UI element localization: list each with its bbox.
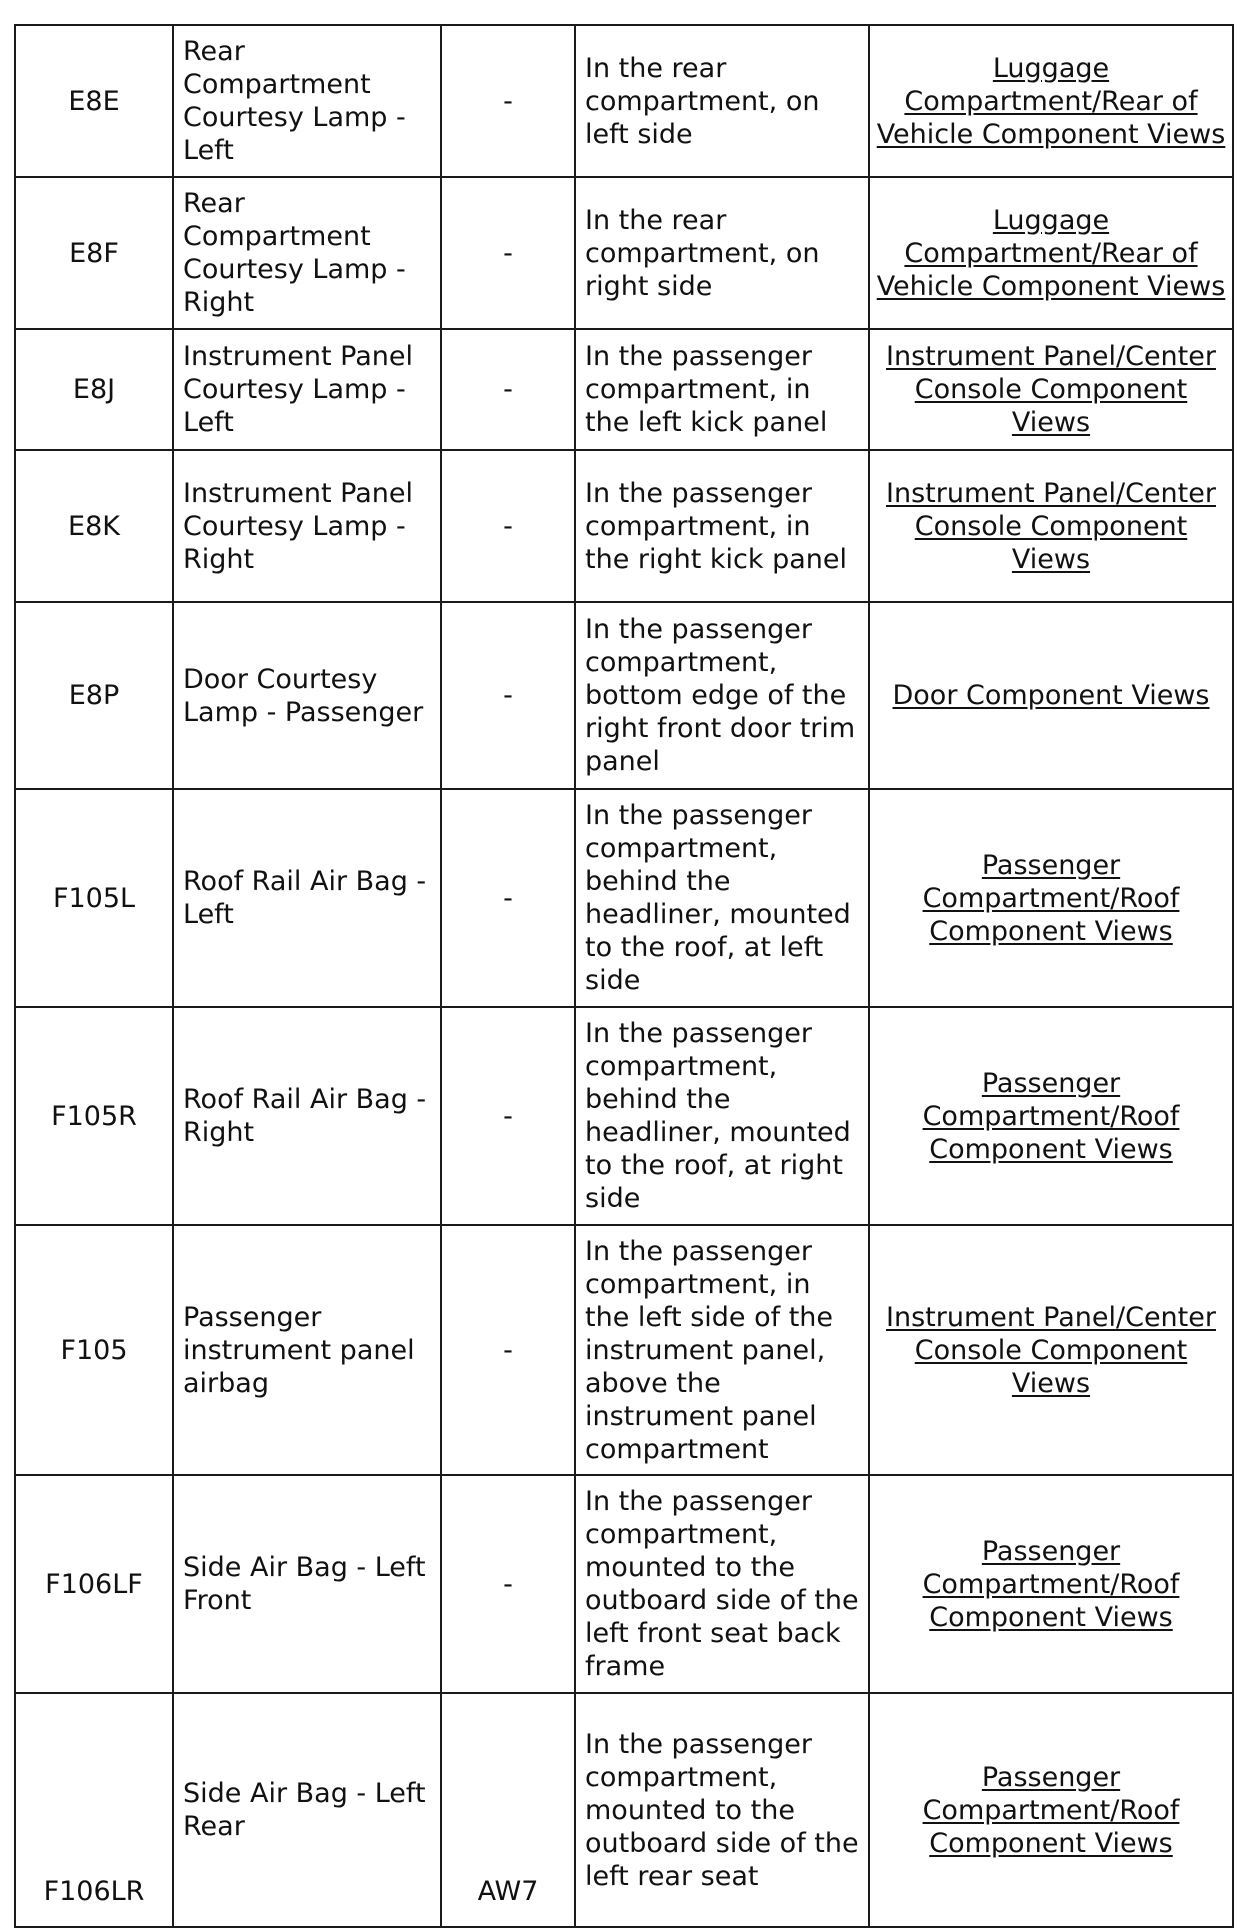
component-name: Side Air Bag - Left Front	[173, 1475, 441, 1693]
table-row	[15, 450, 1233, 602]
component-name: Instrument Panel Courtesy Lamp - Left	[173, 329, 441, 450]
component-views-cell	[869, 329, 1233, 450]
table-row	[15, 329, 1233, 450]
component-name: Passenger instrument panel airbag	[173, 1225, 441, 1475]
table-row	[15, 177, 1233, 329]
component-location: In the passenger compartment, mounted to the outboard side of the left rear seat	[575, 1693, 869, 1927]
component-location-code: -	[441, 329, 575, 450]
component-views-link[interactable]: Passenger Compartment/Roof Component Views	[922, 1535, 1180, 1633]
component-location: In the rear compartment, on right side	[575, 177, 869, 329]
component-location: In the passenger compartment, mounted to the outboard side of the left front seat back frame	[575, 1475, 869, 1693]
component-views-cell	[869, 1475, 1233, 1693]
component-location-code: -	[441, 1475, 575, 1693]
component-id: F106LF	[15, 1475, 173, 1693]
component-locator-table	[14, 24, 1234, 1928]
component-views-cell	[869, 450, 1233, 602]
component-id: F105L	[15, 789, 173, 1007]
table-row	[15, 1225, 1233, 1475]
table-row	[15, 1693, 1233, 1927]
table-row	[15, 789, 1233, 1007]
component-id: E8K	[15, 450, 173, 602]
component-name: Instrument Panel Courtesy Lamp - Right	[173, 450, 441, 602]
component-location: In the passenger compartment, in the right kick panel	[575, 450, 869, 602]
component-views-link[interactable]: Instrument Panel/Center Console Component Views	[886, 341, 1216, 438]
component-name: Roof Rail Air Bag - Right	[173, 1007, 441, 1225]
component-name: Rear Compartment Courtesy Lamp - Left	[173, 25, 441, 177]
component-id: E8P	[15, 602, 173, 789]
component-location-code: -	[441, 1007, 575, 1225]
component-location: In the passenger compartment, behind the headliner, mounted to the roof, at left side	[575, 789, 869, 1007]
component-views-link[interactable]: Door Component Views	[892, 680, 1210, 711]
component-views-link[interactable]: Instrument Panel/Center Console Component Views	[886, 1301, 1216, 1399]
component-views-cell	[869, 177, 1233, 329]
component-views-cell	[869, 602, 1233, 789]
table-row	[15, 25, 1233, 177]
component-views-cell	[869, 1225, 1233, 1475]
table-row	[15, 1475, 1233, 1693]
component-location: In the passenger compartment, in the left side of the instrument panel, above the instrument panel compartment	[575, 1225, 869, 1475]
component-location-code: -	[441, 177, 575, 329]
component-views-link[interactable]: Passenger Compartment/Roof Component Views	[922, 1761, 1180, 1859]
component-id: F105	[15, 1225, 173, 1475]
component-id: E8J	[15, 329, 173, 450]
component-views-link[interactable]: Passenger Compartment/Roof Component Views	[922, 1067, 1180, 1165]
component-views-cell	[869, 1007, 1233, 1225]
component-location-code: -	[441, 25, 575, 177]
component-location: In the passenger compartment, behind the headliner, mounted to the roof, at right side	[575, 1007, 869, 1225]
component-name: Rear Compartment Courtesy Lamp - Right	[173, 177, 441, 329]
component-id: E8E	[15, 25, 173, 177]
component-id: E8F	[15, 177, 173, 329]
component-views-cell	[869, 25, 1233, 177]
component-location: In the passenger compartment, in the left kick panel	[575, 329, 869, 450]
component-location-code: -	[441, 789, 575, 1007]
component-location-code: -	[441, 450, 575, 602]
table-row	[15, 602, 1233, 789]
component-location-code: -	[441, 602, 575, 789]
component-views-link[interactable]: Instrument Panel/Center Console Component Views	[886, 477, 1216, 575]
component-id: F105R	[15, 1007, 173, 1225]
component-id: F106LR	[15, 1693, 173, 1927]
table-row	[15, 1007, 1233, 1225]
component-location: In the passenger compartment, bottom edge of the right front door trim panel	[575, 602, 869, 789]
component-views-cell	[869, 789, 1233, 1007]
component-location-code: AW7	[441, 1693, 575, 1927]
component-name: Door Courtesy Lamp - Passenger	[173, 602, 441, 789]
component-views-cell	[869, 1693, 1233, 1927]
component-name: Roof Rail Air Bag - Left	[173, 789, 441, 1007]
component-views-link[interactable]: Luggage Compartment/Rear of Vehicle Component Views	[876, 52, 1226, 150]
component-location-code: -	[441, 1225, 575, 1475]
component-location: In the rear compartment, on left side	[575, 25, 869, 177]
component-name: Side Air Bag - Left Rear	[173, 1693, 441, 1927]
component-views-link[interactable]: Passenger Compartment/Roof Component Views	[922, 849, 1180, 947]
component-views-link[interactable]: Luggage Compartment/Rear of Vehicle Component Views	[876, 204, 1226, 302]
